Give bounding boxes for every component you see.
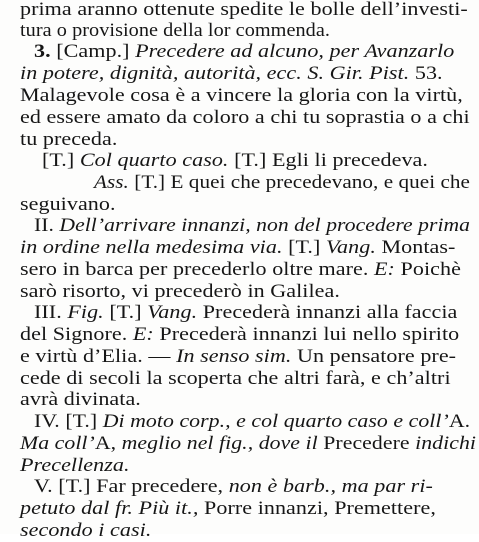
text-line xyxy=(20,520,151,542)
text-segment: [T.] E quei che precedevano, e quei che xyxy=(134,172,471,193)
text-segment: Vang. xyxy=(325,237,382,258)
text-segment: tu preceda. xyxy=(20,129,118,150)
text-line xyxy=(34,41,454,63)
text-segment: meglio nel fig., dove il xyxy=(121,433,324,454)
text-segment: Montas- xyxy=(381,237,456,258)
text-segment: avrà divinata. xyxy=(20,389,141,410)
text-segment: Col quarto caso. xyxy=(79,150,235,171)
text-segment: In senso sim. xyxy=(176,346,298,367)
text-line xyxy=(34,215,470,237)
text-line xyxy=(20,346,456,368)
text-segment: Precederà innanzi alla faccia xyxy=(202,302,458,323)
text-segment: II. xyxy=(34,215,60,236)
text-segment: Porre innanzi, Premettere, xyxy=(204,498,436,519)
text-segment: A, xyxy=(94,433,122,454)
text-line xyxy=(34,411,470,433)
text-segment: Precederà innanzi lui nello spirito xyxy=(159,324,460,345)
text-segment: Precellenza. xyxy=(20,455,130,476)
text-segment: Ass. xyxy=(94,172,135,193)
text-segment: Di moto corp., e col quarto caso e coll’ xyxy=(102,411,449,432)
text-line xyxy=(20,85,463,107)
text-segment: in ordine nella medesima via. xyxy=(20,237,289,258)
text-line xyxy=(20,194,116,216)
text-segment: [T.] Egli li precedeva. xyxy=(234,150,428,171)
text-line xyxy=(20,20,330,42)
text-line xyxy=(20,63,443,85)
text-segment: V. [T.] Far precedere, xyxy=(34,476,229,497)
text-segment: del Signore. xyxy=(20,324,133,345)
text-segment: cede di secoli la scoperta che altri farà, e ch’altri xyxy=(20,368,451,389)
text-segment: Malagevole cosa è a vincere la gloria con la virtù, xyxy=(20,85,463,106)
text-segment: E: xyxy=(374,259,401,280)
text-segment: Un pensatore pre- xyxy=(297,346,457,367)
text-line xyxy=(20,129,117,151)
text-line xyxy=(20,389,141,411)
text-line xyxy=(94,172,470,194)
text-segment: secondo i casi. xyxy=(20,520,152,541)
text-segment: [Camp.] xyxy=(56,41,136,62)
text-segment: Fig. xyxy=(67,302,110,323)
text-segment: [T.] xyxy=(109,302,148,323)
text-segment: 53. xyxy=(414,63,443,84)
text-segment: [T.] xyxy=(42,150,80,171)
text-line xyxy=(20,368,451,390)
text-line xyxy=(20,455,130,477)
text-line xyxy=(20,0,468,21)
text-segment: non è barb., ma par ri- xyxy=(228,476,433,497)
text-segment: petuto dal fr. Più it., xyxy=(20,498,205,519)
text-segment: Vang. xyxy=(147,302,203,323)
text-segment: Dell’arrivare innanzi, non del procedere prima xyxy=(59,215,471,236)
text-line xyxy=(20,324,459,346)
text-line xyxy=(20,259,461,281)
text-segment: seguivano. xyxy=(20,194,116,215)
text-segment: 3. xyxy=(34,41,57,62)
text-segment: in potere, dignità, autorità, ecc. S. Gir. Pist. xyxy=(20,63,415,84)
text-segment: [T.] xyxy=(288,237,326,258)
text-line xyxy=(34,476,433,498)
text-segment: Poichè xyxy=(400,259,461,280)
text-segment: prima aranno ottenute spedite le bolle dell’investi- xyxy=(20,0,468,20)
text-line xyxy=(20,281,340,303)
text-segment: ed essere amato da coloro a chi tu soprastia o a chi xyxy=(20,107,470,128)
text-segment: Precedere xyxy=(323,433,416,454)
text-segment: e virtù d’Elia. — xyxy=(20,346,177,367)
text-segment: IV. [T.] xyxy=(34,411,103,432)
text-line xyxy=(20,433,476,455)
text-segment: tura o provisione della lor commenda. xyxy=(20,20,331,41)
text-segment: sarò risorto, vi precederò in Galilea. xyxy=(20,281,340,302)
text-segment: Ma coll’ xyxy=(20,433,95,454)
text-line xyxy=(20,498,436,520)
text-line xyxy=(20,237,455,259)
text-line xyxy=(34,302,457,324)
text-segment: sero in barca per precederlo oltre mare. xyxy=(20,259,375,280)
text-line xyxy=(20,107,470,129)
text-line xyxy=(42,150,428,172)
text-segment: indichi xyxy=(415,433,477,454)
text-segment: Precedere ad alcuno, per Avanzarlo xyxy=(135,41,455,62)
text-segment: A. xyxy=(448,411,471,432)
text-segment: III. xyxy=(34,302,68,323)
text-segment: E: xyxy=(132,324,160,345)
